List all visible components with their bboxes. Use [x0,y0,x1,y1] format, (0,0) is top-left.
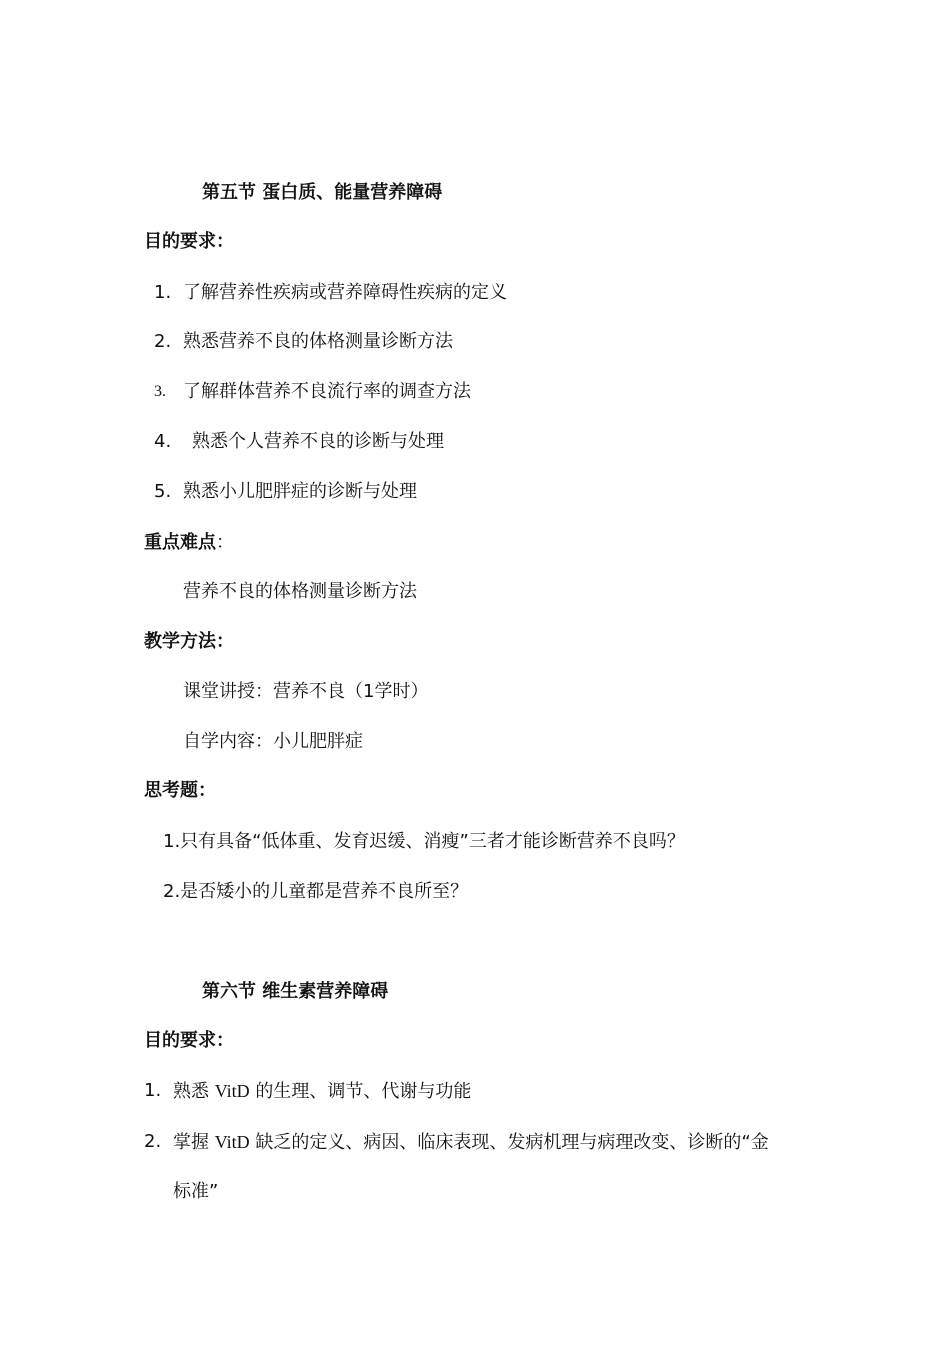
section5-objective-text: 了解营养性疾病或营养障碍性疾病的定义 [183,282,507,303]
section6-vitd-term: VitD [214,1132,250,1152]
section5-objective-number: 2. [154,331,172,352]
section6-objective-text-pre: 熟悉 [173,1081,215,1102]
section5-method-item: 自学内容：小儿肥胖症 [183,731,363,752]
section5-title: 第五节 蛋白质、能量营养障碍 [202,182,443,203]
section5-objective-number: 5. [154,481,172,502]
section5-methods-label: 教学方法： [144,631,234,652]
section6-objectives-label: 目的要求： [144,1030,234,1051]
section5-objective-number: 3. [154,383,166,400]
section5-question-item: 2.是否矮小的儿童都是营养不良所至？ [163,881,469,902]
section6-vitd-term: VitD [214,1081,250,1101]
section5-key-points-text: 营养不良的体格测量诊断方法 [183,581,417,602]
section5-questions-label: 思考题： [144,780,216,801]
section5-key-points-colon: ： [216,532,234,553]
section5-objectives-label: 目的要求： [144,231,234,252]
section5-key-points-label: 重点难点 [144,532,216,553]
section6-objective-number: 1. [144,1080,162,1101]
section5-key-points-heading [144,531,234,555]
section5-method-item: 课堂讲授：营养不良（1学时） [183,681,429,702]
section5-objective-text: 熟悉营养不良的体格测量诊断方法 [183,331,453,352]
section6-objective-text [173,1130,769,1155]
section6-objective-text [173,1079,471,1104]
section5-objective-text: 熟悉个人营养不良的诊断与处理 [192,431,444,452]
section5-objective-number: 1. [154,282,172,303]
section6-objective-text-continuation: 标准” [173,1181,219,1202]
section6-title: 第六节 维生素营养障碍 [202,981,389,1002]
section5-objective-number: 4. [154,431,172,452]
section6-objective-text-post: 缺乏的定义、病因、临床表现、发病机理与病理改变、诊断的“金 [249,1132,769,1153]
section6-objective-text-post: 的生理、调节、代谢与功能 [249,1081,472,1102]
section6-objective-text-pre: 掌握 [173,1132,215,1153]
section5-objective-text: 熟悉小儿肥胖症的诊断与处理 [183,481,417,502]
section5-objective-text: 了解群体营养不良流行率的调查方法 [183,381,471,402]
section5-question-item: 1.只有具备“低体重、发育迟缓、消瘦”三者才能诊断营养不良吗？ [163,831,685,852]
section6-objective-number: 2. [144,1131,162,1152]
